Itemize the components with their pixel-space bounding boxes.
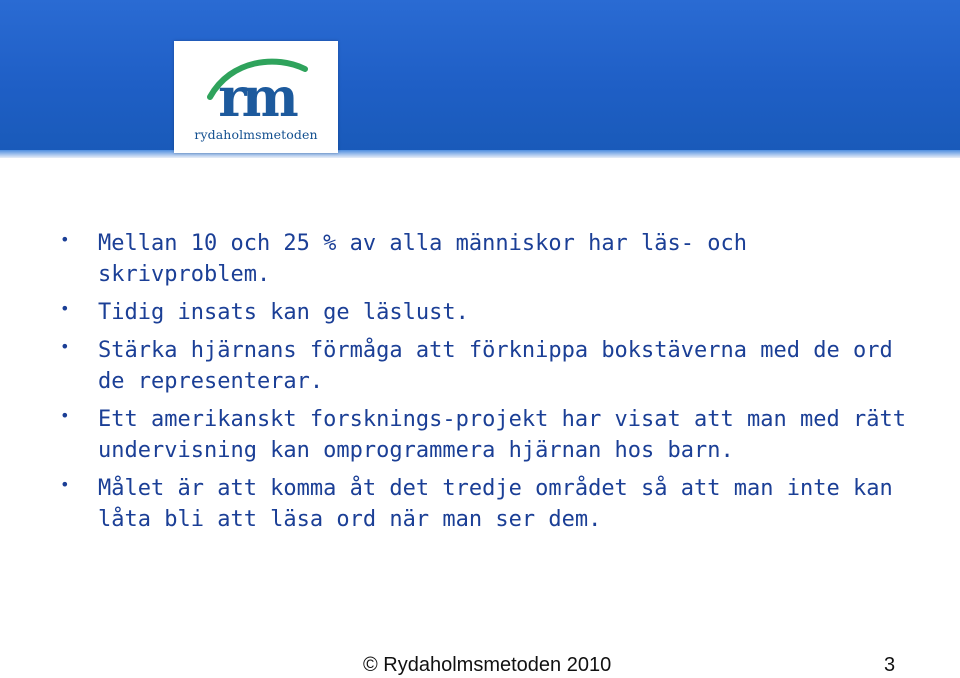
footer-page-number: 3	[884, 654, 896, 676]
header-banner	[0, 0, 960, 152]
header-divider	[0, 150, 960, 158]
list-item: • Ett amerikanskt forsknings-projekt har visat att man med rätt undervisning kan omprogrammera hjärnan hos barn.	[60, 404, 920, 466]
list-item: • Mellan 10 och 25 % av alla människor har läs- och skrivproblem.	[60, 228, 920, 290]
list-item: • Tidig insats kan ge läslust.	[60, 297, 920, 328]
logo-wordmark: rydaholmsmetoden	[194, 127, 318, 142]
list-item: • Målet är att komma åt det tredje området så att man inte kan låta bli att läsa ord när man ser dem.	[60, 473, 920, 535]
list-item: • Stärka hjärnans förmåga att förknippa bokstäverna med de ord de representerar.	[60, 335, 920, 397]
footer-copyright: © Rydaholmsmetoden 2010	[363, 654, 612, 676]
logo-mark-text: rm	[218, 65, 294, 129]
logo-monogram	[174, 49, 338, 129]
logo-card	[174, 41, 338, 153]
content-bullets	[60, 228, 920, 542]
